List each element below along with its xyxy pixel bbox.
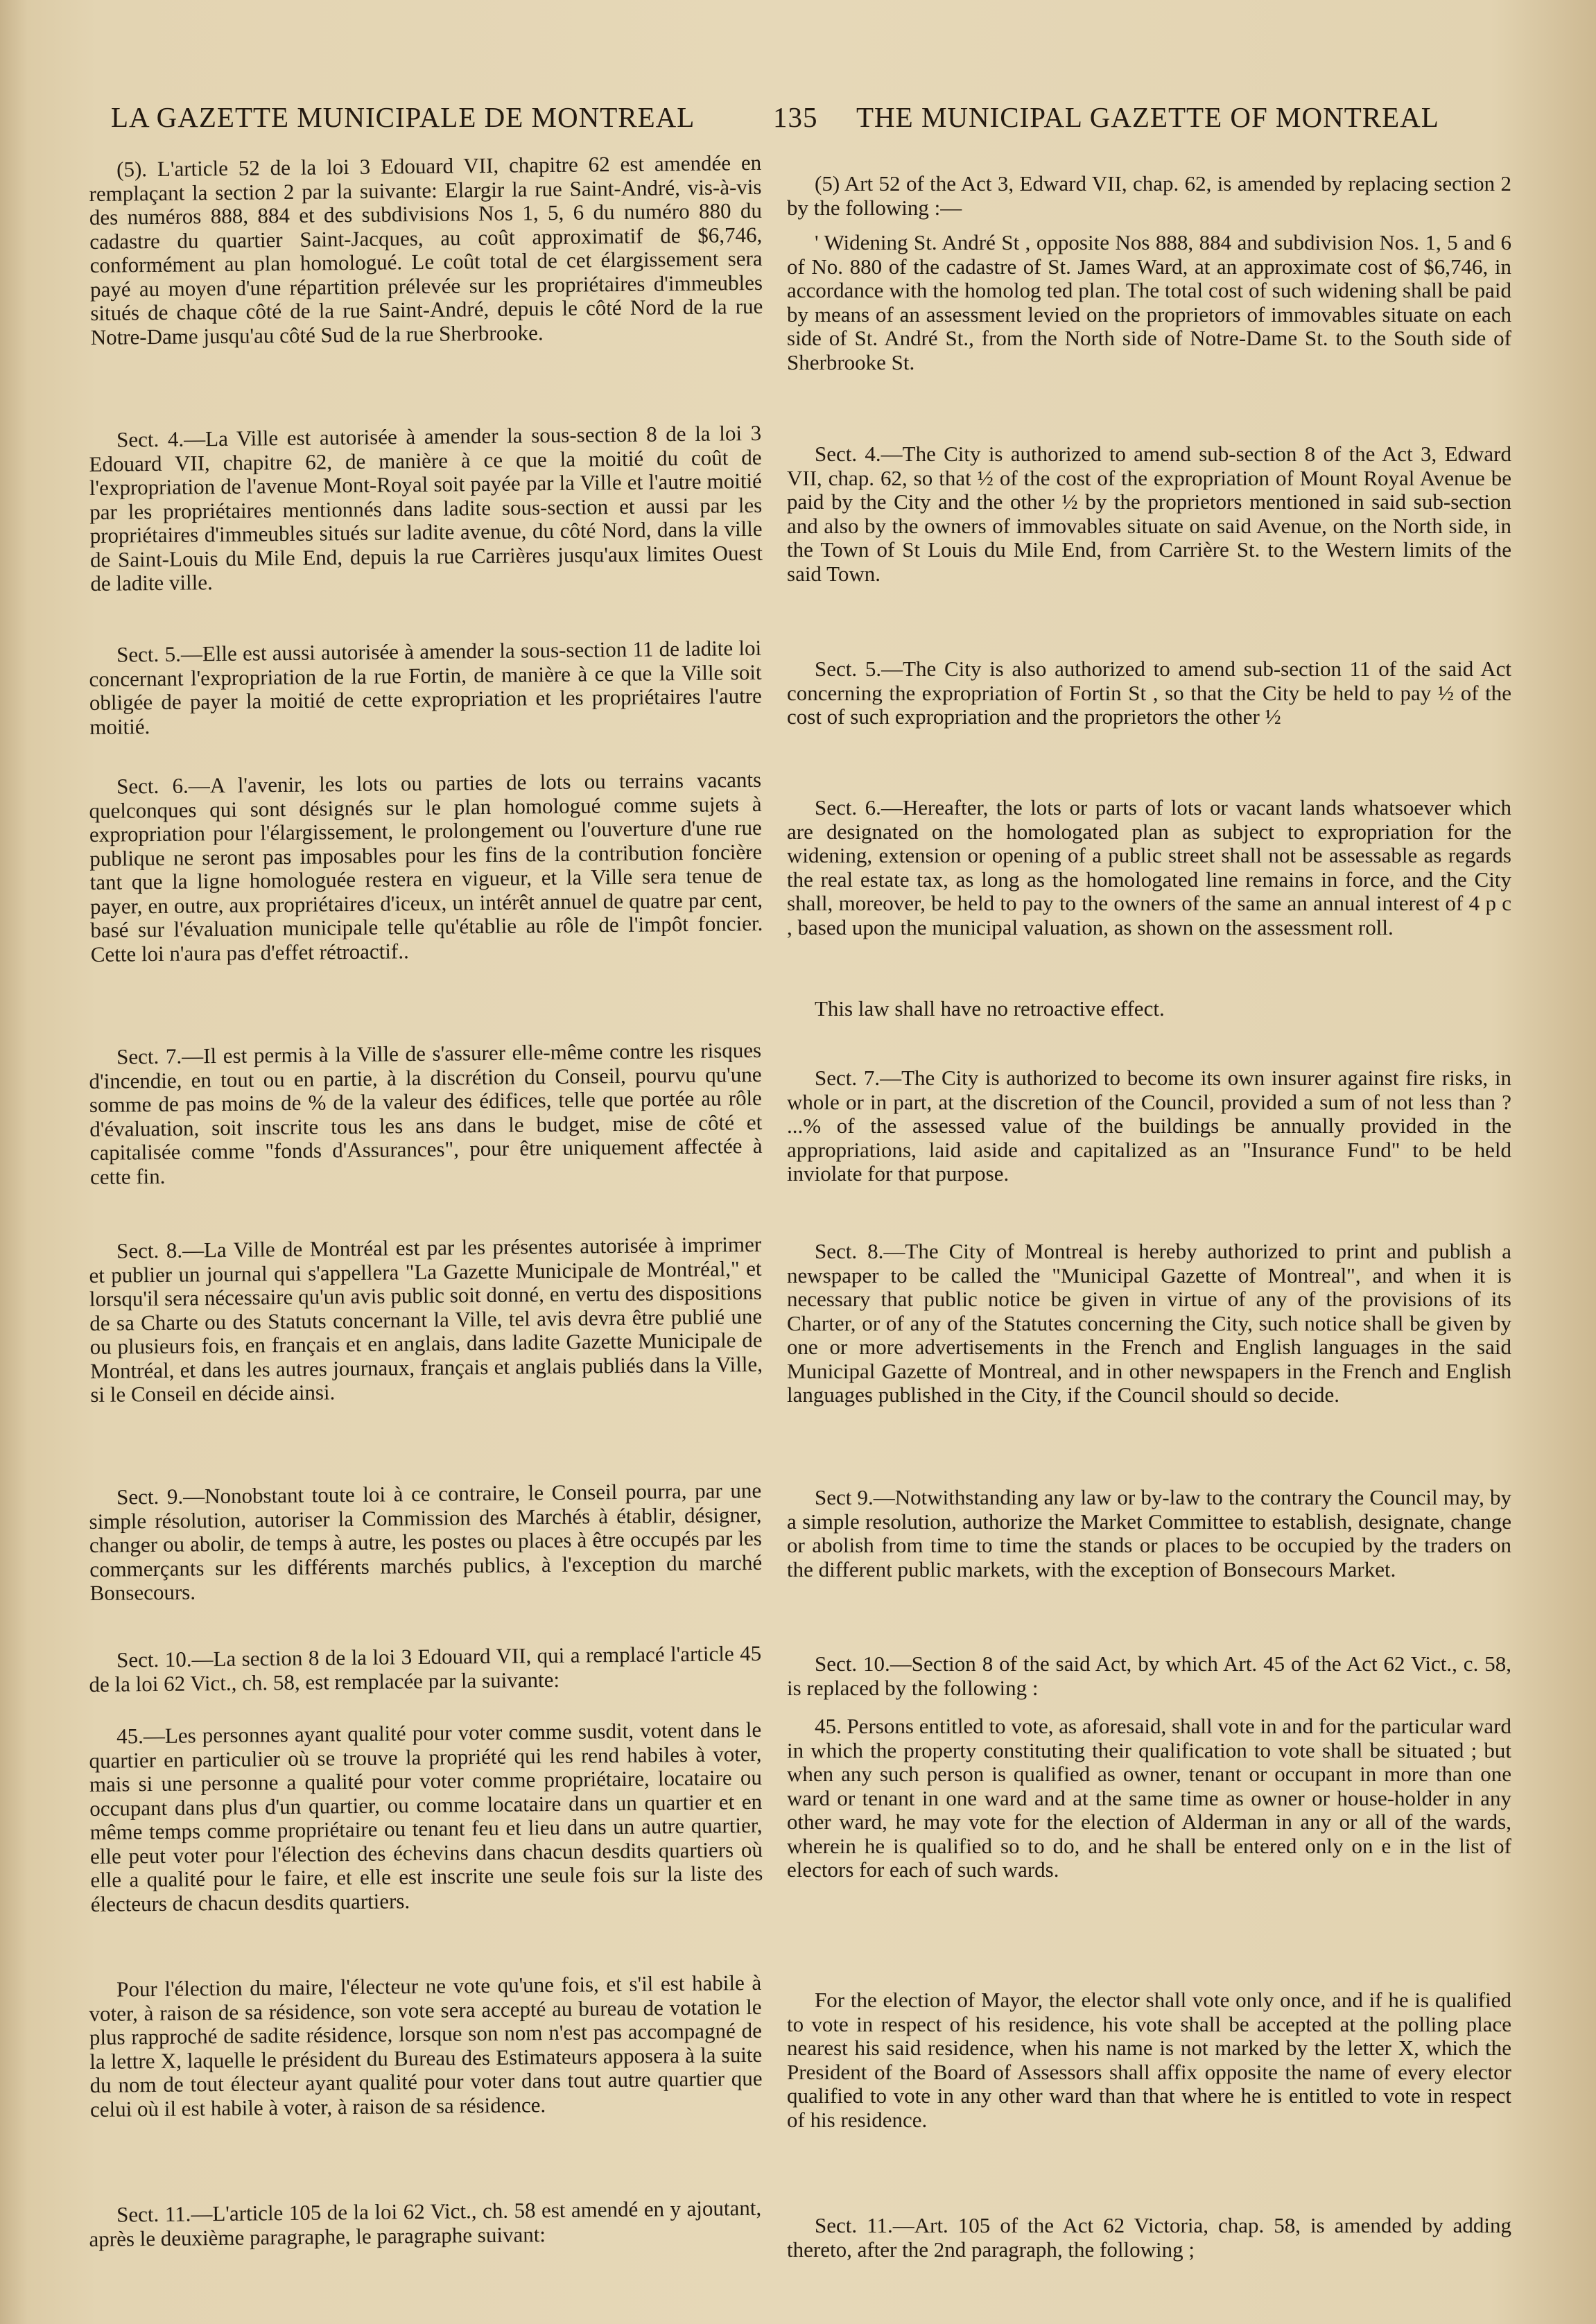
english-masthead: THE MUNICIPAL GAZETTE OF MONTREAL: [856, 101, 1439, 133]
french-paragraph-mayor-election: Pour l'élection du maire, l'électeur ne vote qu'une fois, et s'il est habile à voter, à raison de sa résidence, son vote sera accepté au bureau de votation le plus rapproché de sadite résidence, lorsque son nom n'est pas accompagné de la lettre X, laquelle le président du Bureau des Estimateurs apposera à la suite du nom de tout électeur ayant qualité pour voter dans tout autre quartier que celui où il est habile à voter, à raison de sa résidence.: [89, 1970, 763, 2122]
english-paragraph-sect10: Sect. 10.—Section 8 of the said Act, by which Art. 45 of the Act 62 Vict., c. 58, is replaced by the following :: [787, 1651, 1511, 1700]
french-paragraph-art45: 45.—Les personnes ayant qualité pour voter comme susdit, votent dans le quartier en particulier où se trouve la propriété qui les rend habiles à voter, mais si une personne a qualité pour voter comme propriétaire, locataire ou occupant dans plus d'un quartier, ou comme locataire dans un quartier et en même temps comme propriétaire ou tenant feu et lieu dans un autre quartier, elle peut voter pour l'élection des échevins dans chacun desdits quartiers où elle a qualité pour le faire, et elle est inscrite une seule fois sur la liste des électeurs de chacun desdits quartiers.: [89, 1717, 763, 1916]
english-paragraph-widening: ' Widening St. André St , opposite Nos 888, 884 and subdivision Nos. 1, 5 and 6 of No. 880 of the cadastre of St. James Ward, at an approximate cost of $6,746, in accordance with the homolog ted plan. The total cost of such widening shall be paid by means of an assessment levied on the proprietors of immovables situate on each side of St. André St., from the North side of Notre-Dame St. to the South side of Sherbrooke St.: [787, 230, 1511, 374]
english-paragraph-sect9: Sect 9.—Notwithstanding any law or by-law to the contrary the Council may, by a simple resolution, authorize the Market Committee to establish, designate, change or abolish from time to time the stands or places to be occupied by the traders on the different public markets, with the exception of Bonsecours Market.: [787, 1485, 1511, 1581]
french-paragraph-sect10: Sect. 10.—La section 8 de la loi 3 Edouard VII, qui a remplacé l'article 45 de la loi 62 Vict., ch. 58, est remplacée par la suivante:: [89, 1640, 762, 1697]
english-paragraph-sect4: Sect. 4.—The City is authorized to amend sub-section 8 of the Act 3, Edward VII, chap. 62, so that ½ of the cost of the expropriation of Mount Royal Avenue be paid by the City and the other ½ by the proprietors mentioned in said sub-section and also by the owners of immovables situate on said Avenue, on the North side, in the Town of St Louis du Mile End, from Carrière St. to the Western limits of the said Town.: [787, 442, 1511, 586]
english-paragraph-sect11: Sect. 11.—Art. 105 of the Act 62 Victoria, chap. 58, is amended by adding thereto, after the 2nd paragraph, the following ;: [787, 2213, 1511, 2262]
french-paragraph-sect6: Sect. 6.—A l'avenir, les lots ou parties de lots ou terrains vacants quelconques qui sont désignés sur le plan homologué comme sujets à expropriation pour l'élargissement, le prolongement ou l'ouverture d'une rue publique ne seront pas imposables pour les fins de la contribution foncière tant que la ligne homologuée restera en vigueur, et la Ville sera tenue de payer, en outre, aux propriétaires d'iceux, un intérêt annuel de quatre par cent, basé sur l'évaluation municipale telle qu'établie au rôle de l'impôt foncier. Cette loi n'aura pas d'effet rétroactif..: [89, 767, 763, 966]
french-masthead: LA GAZETTE MUNICIPALE DE MONTREAL: [111, 101, 695, 133]
page-header: [111, 101, 1513, 135]
french-paragraph-sect8: Sect. 8.—La Ville de Montréal est par les présentes autorisée à imprimer et publier un journal qui s'appellera "La Gazette Municipale de Montréal," et lorsqu'il sera nécessaire qu'un avis public soit donné, en vertu des dispositions de sa Charte ou des Statuts concernant la Ville, tel avis devra être publié une ou plusieurs fois, en français et en anglais, dans ladite Gazette Municipale de Montréal, et dans les autres journaux, français et anglais publiés dans la Ville, si le Conseil en décide ainsi.: [89, 1231, 763, 1407]
english-paragraph-sect5: Sect. 5.—The City is also authorized to amend sub-section 11 of the said Act concerning the expropriation of Fortin St , so that the City be held to pay ½ of the cost of such expropriation and the proprietors the other ½: [787, 657, 1511, 729]
french-paragraph-sect11: Sect. 11.—L'article 105 de la loi 62 Vict., ch. 58 est amendé en y ajoutant, après le deuxième paragraphe, le paragraphe suivant:: [89, 2195, 762, 2251]
french-paragraph-sect4: Sect. 4.—La Ville est autorisée à amender la sous-section 8 de la loi 3 Edouard VII, chapitre 62, de manière à ce que la moitié du coût de l'expropriation de l'avenue Mont-Royal soit payée par la Ville et l'autre moitié par les propriétaires mentionnés dans ladite sous-section et aussi par les propriétaires d'immeubles situés sur ladite avenue, du côté Nord, dans la ville de Saint-Louis du Mile End, depuis la rue Carrières jusqu'aux limites Ouest de ladite ville.: [89, 420, 763, 596]
french-paragraph-sect5: Sect. 5.—Elle est aussi autorisée à amender la sous-section 11 de ladite loi concernant l'expropriation de la rue Fortin, de manière à ce que la Ville soit obligée de payer la moitié de cette expropriation et les propriétaires l'autre moitié.: [89, 635, 763, 739]
french-paragraph-sect7: Sect. 7.—Il est permis à la Ville de s'assurer elle-même contre les risques d'incendie, en tout ou en partie, à la discrétion du Conseil, pourvu qu'une somme de pas moins de % de la valeur des édifices, telle que portée au rôle d'évaluation, soit inscrite tous les ans dans le budget, mise de côté et capitalisée comme "fonds d'Assurances", pour être uniquement affectée à cette fin.: [89, 1037, 763, 1189]
english-paragraph-art45: 45. Persons entitled to vote, as aforesaid, shall vote in and for the particular ward in which the property constituting their qualification to vote shall be situated ; but when any such person is qualified as owner, tenant or occupant in more than one ward or tenant in one ward and at the same time as owner or house-holder in any other ward, he may vote for the election of Alderman in any or all of the wards, wherein he is qualified so to do, and he shall be entered only on e in the list of electors for each of such wards.: [787, 1714, 1511, 1882]
english-paragraph-sect8: Sect. 8.—The City of Montreal is hereby authorized to print and publish a newspaper to be called the "Municipal Gazette of Montreal", and when it is necessary that public notice be given in virtue of any of the provisions of its Charter, or of any of the Statutes concerning the City, such notice shall be given by one or more advertisements in the French and English languages in the said Municipal Gazette of Montreal, and in other newspapers in the French and English languages published in the City, if the Council should so decide.: [787, 1239, 1511, 1407]
english-paragraph-mayor-election: For the election of Mayor, the elector shall vote only once, and if he is qualified to vote in respect of his residence, his vote shall be accepted at the polling place nearest his said residence, when his name is not marked by the letter X, which the President of the Board of Assessors shall affix opposite the name of every elector qualified to vote in any other ward than that where he is entitled to vote in respect of his residence.: [787, 1988, 1511, 2132]
french-paragraph-art52: (5). L'article 52 de la loi 3 Edouard VII, chapitre 62 est amendée en remplaçant la section 2 par la suivante: Elargir la rue Saint-André, vis-à-vis des numéros 888, 884 et des subdivisions Nos 1, 5, 6 du numéro 880 du cadastre du quartier Saint-Jacques, au coût approximatif de $6,746, conformément au plan homologué. Le coût total de cet élargissement sera payé au moyen d'une répartition prélevée sur les propriétaires d'immeubles situés de chaque côté de la rue Saint-André, depuis le côté Nord de la rue Notre-Dame jusqu'au côté Sud de la rue Sherbrooke.: [89, 150, 763, 349]
english-paragraph-sect6: Sect. 6.—Hereafter, the lots or parts of lots or vacant lands whatsoever which are designated on the homologated plan as subject to expropriation for the widening, extension or opening of a public street shall not be assessable as regards the real estate tax, as long as the homologated line remains in force, and the City shall, moreover, be held to pay to the owners of the same an annual interest of 4 p c , based upon the municipal valuation, as shown on the assessment roll.: [787, 795, 1511, 939]
page-number: 135: [773, 101, 818, 133]
english-paragraph-retroactive: This law shall have no retroactive effect.: [815, 996, 1165, 1021]
french-paragraph-sect9: Sect. 9.—Nonobstant toute loi à ce contraire, le Conseil pourra, par une simple résolution, autoriser la Commission des Marchés à établir, désigner, changer ou abolir, de temps à autre, les postes ou places à être occupés par les commerçants sur les différents marchés publics, à l'exception du marché Bonsecours.: [89, 1477, 763, 1605]
english-paragraph-sect7: Sect. 7.—The City is authorized to become its own insurer against fire risks, in whole or in part, at the discretion of the Council, provided a sum of not less than ? ...% of the assessed value of the buildings be annually provided in the appropriations, laid aside and capitalized as an "Insurance Fund" to be held inviolate for that purpose.: [787, 1066, 1511, 1186]
english-paragraph-art52: (5) Art 52 of the Act 3, Edward VII, chap. 62, is amended by replacing section 2 by the following :—: [787, 171, 1511, 220]
